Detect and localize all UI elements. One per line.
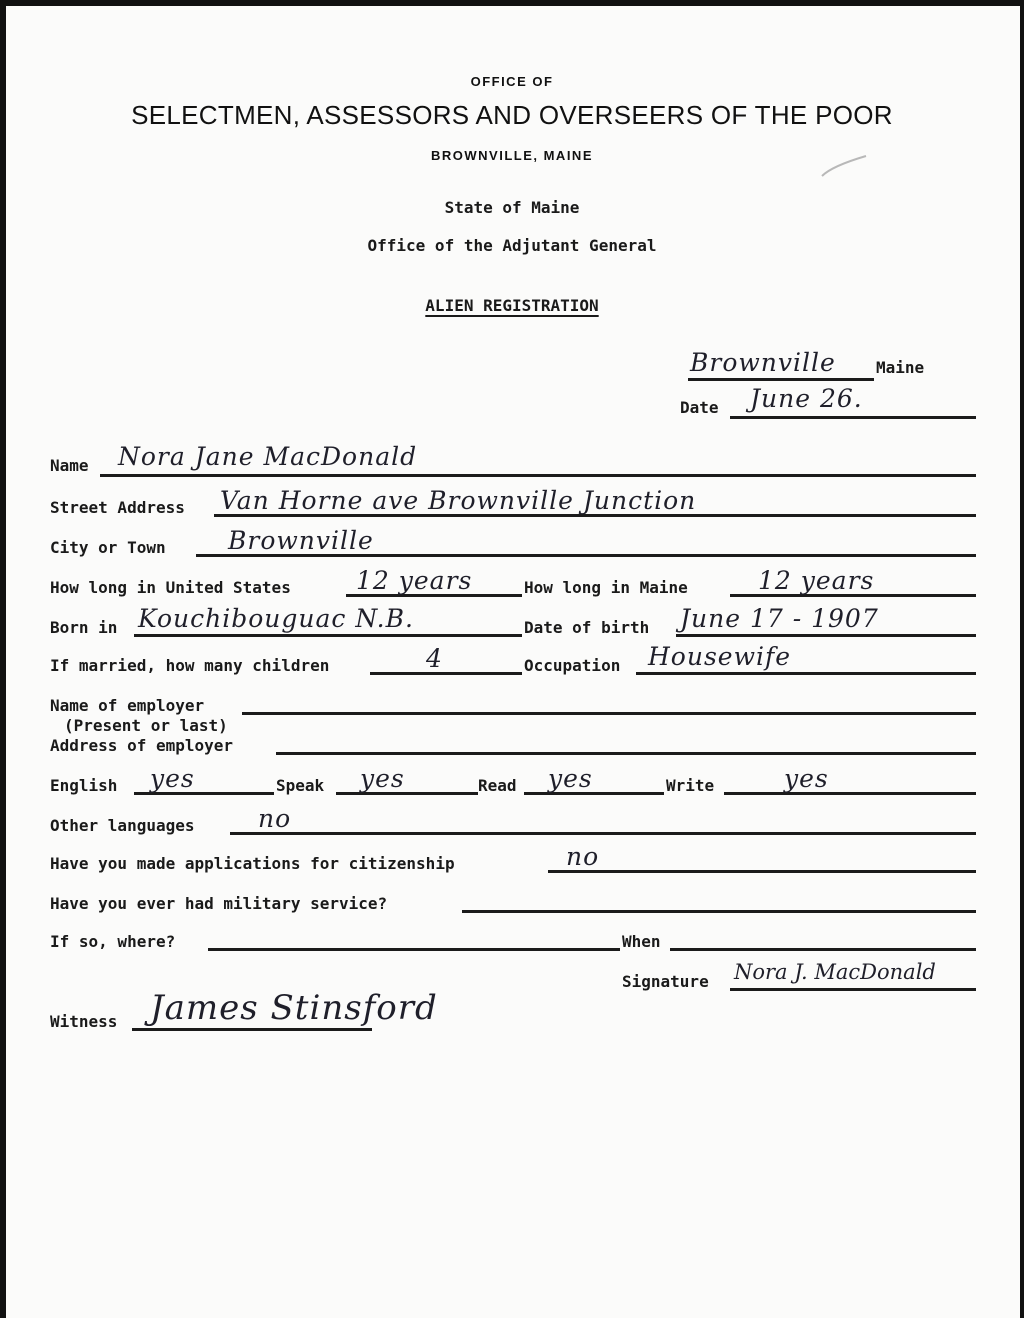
employer-name-line (242, 712, 976, 715)
street-entry: Van Horne ave Brownville Junction (220, 486, 697, 515)
other-languages-entry: no (258, 804, 292, 833)
date-line (730, 416, 976, 419)
form-office: Office of the Adjutant General (367, 236, 657, 255)
date-label: Date (680, 398, 719, 417)
children-entry: 4 (426, 644, 443, 673)
children-label: If married, how many children (50, 656, 330, 675)
date-of-birth-entry: June 17 - 1907 (680, 604, 879, 633)
military-label: Have you ever had military service? (50, 894, 388, 913)
name-line (100, 474, 976, 477)
present-or-last-label: (Present or last) (64, 716, 228, 735)
write-line (724, 792, 976, 795)
how-long-us-label: How long in United States (50, 578, 291, 597)
letterhead-title: SELECTMEN, ASSESSORS AND OVERSEERS OF THE POOR (131, 100, 893, 130)
write-label: Write (666, 776, 715, 795)
signature-label: Signature (622, 972, 709, 991)
read-line (524, 792, 664, 795)
signature-entry: Nora J. MacDonald (734, 960, 936, 984)
date-of-birth-label: Date of birth (524, 618, 650, 637)
scan-border-top (0, 0, 1024, 6)
born-in-entry: Kouchibouguac N.B. (138, 604, 414, 633)
occupation-entry: Housewife (648, 642, 792, 671)
name-entry: Nora Jane MacDonald (118, 442, 418, 471)
form-title: ALIEN REGISTRATION (425, 296, 599, 315)
speak-label: Speak (276, 776, 325, 795)
where-line (208, 948, 620, 951)
name-label: Name (50, 456, 89, 475)
when-label: When (622, 932, 661, 951)
born-in-line (134, 634, 522, 637)
citizenship-entry: no (566, 842, 600, 871)
read-label: Read (478, 776, 517, 795)
employer-name-label: Name of employer (50, 696, 205, 715)
letterhead-town: BROWNVILLE, MAINE (431, 148, 593, 163)
signature-line (730, 988, 976, 991)
employer-address-line (276, 752, 976, 755)
witness-entry: James Stinsford (150, 988, 438, 1028)
speak-line (336, 792, 478, 795)
street-label: Street Address (50, 498, 185, 517)
born-in-label: Born in (50, 618, 118, 637)
employer-address-label: Address of employer (50, 736, 234, 755)
form-state: State of Maine (444, 198, 580, 217)
place-entry: Brownville (690, 348, 836, 377)
speak-entry: yes (360, 764, 405, 793)
read-entry: yes (548, 764, 593, 793)
occupation-line (636, 672, 976, 675)
place-line (688, 378, 874, 381)
when-line (670, 948, 976, 951)
witness-label: Witness (50, 1012, 118, 1031)
date-of-birth-line (676, 634, 976, 637)
how-long-us-entry: 12 years (356, 566, 473, 595)
date-entry: June 26. (750, 384, 863, 413)
other-languages-line (230, 832, 976, 835)
english-entry: yes (150, 764, 195, 793)
occupation-label: Occupation (524, 656, 621, 675)
english-label: English (50, 776, 118, 795)
citizenship-label: Have you made applications for citizenship (50, 854, 455, 873)
children-line (370, 672, 522, 675)
witness-line (132, 1028, 372, 1031)
city-entry: Brownville (228, 526, 374, 555)
letterhead-office-of: OFFICE OF (470, 74, 554, 89)
city-label: City or Town (50, 538, 166, 557)
citizenship-line (548, 870, 976, 873)
write-entry: yes (784, 764, 829, 793)
military-line (462, 910, 976, 913)
other-languages-label: Other languages (50, 816, 195, 835)
if-so-where-label: If so, where? (50, 932, 176, 951)
place-suffix: Maine (876, 358, 925, 377)
how-long-maine-label: How long in Maine (524, 578, 688, 597)
pencil-mark (820, 152, 870, 180)
how-long-maine-entry: 12 years (758, 566, 875, 595)
